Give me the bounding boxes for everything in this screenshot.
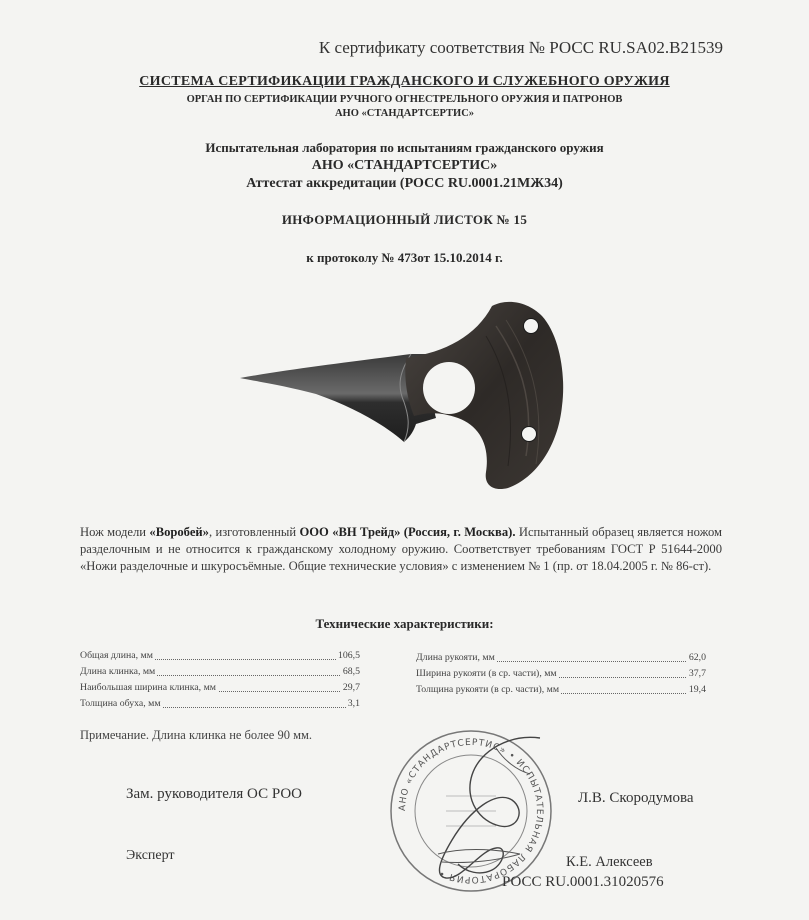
signatory-name-expert: К.Е. Алексеев: [566, 854, 653, 870]
spec-label: Длина клинка, мм: [80, 664, 157, 680]
signatory-name-deputy: Л.В. Скородумова: [578, 790, 694, 806]
note-text: Примечание. Длина клинка не более 90 мм.: [80, 728, 313, 742]
spec-value: 106,5: [336, 648, 360, 664]
spec-value: 29,7: [341, 680, 360, 696]
certification-system-title: СИСТЕМА СЕРТИФИКАЦИИ ГРАЖДАНСКОГО И СЛУЖЕБНОГО ОРУЖИЯ: [139, 74, 670, 89]
spec-row: [80, 696, 360, 712]
signatory-position-deputy: Зам. руководителя ОС РОО: [126, 786, 303, 802]
spec-value: 19,4: [687, 682, 706, 698]
laboratory-name: Испытательная лаборатория по испытаниям гражданского оружия: [205, 140, 604, 155]
certification-organ: ОРГАН ПО СЕРТИФИКАЦИИ РУЧНОГО ОГНЕСТРЕЛЬНОГО ОРУЖИЯ И ПАТРОНОВ: [186, 94, 623, 105]
spec-row: [416, 650, 706, 666]
specs-right-column: [416, 650, 706, 698]
expert-registration-number: РОСС RU.0001.31020576: [502, 874, 664, 890]
certificate-reference: К сертификату соответствия № РОСС RU.SA02.B21539: [318, 38, 723, 57]
spec-row: [80, 680, 360, 696]
spec-row: [80, 664, 360, 680]
spec-label: Длина рукояти, мм: [416, 650, 497, 666]
protocol-reference: к протоколу № 473от 15.10.2014 г.: [306, 250, 503, 265]
spec-row: [416, 666, 706, 682]
signatory-position-expert: Эксперт: [126, 848, 175, 863]
spec-row: [416, 682, 706, 698]
spec-row: [80, 648, 360, 664]
spec-value: 3,1: [346, 696, 360, 712]
organization-name: АНО «СТАНДАРТСЕРТИС»: [334, 108, 475, 119]
spec-value: 37,7: [687, 666, 706, 682]
handwritten-signature: [397, 730, 570, 890]
specs-left-column: [80, 648, 360, 712]
accreditation-certificate: Аттестат аккредитации (РОСС RU.0001.21МЖ34): [246, 176, 563, 191]
spec-value: 68,5: [341, 664, 360, 680]
specs-title: Технические характеристики:: [315, 616, 494, 631]
spec-label: Толщина обуха, мм: [80, 696, 163, 712]
spec-label: Ширина рукояти (в ср. части), мм: [416, 666, 559, 682]
spec-label: Общая длина, мм: [80, 648, 155, 664]
description-paragraph: Нож модели «Воробей», изготовленный ООО «ВН Трейд» (Россия, г. Москва). Испытанный образец является ножом разделочным и не относится к гражданскому холодному оружию. Соответствует требованиям ГОСТ Р 51644-2000 «Ножи разделочные и шкуросъёмные. Общие технические условия» с изменением № 1 (пр. от 18.04.2005 г. № 86-ст).: [80, 525, 722, 573]
spec-label: Наибольшая ширина клинка, мм: [80, 680, 218, 696]
laboratory-organization: АНО «СТАНДАРТСЕРТИС»: [311, 158, 498, 173]
svg-text:АНО «СТАНДАРТСЕРТИС» • ИСПЫТАТ: АНО «СТАНДАРТСЕРТИС» • ИСПЫТАТЕЛЬНАЯ ЛАБОРАТОРИЯ •: [397, 737, 545, 885]
knife-image: [236, 296, 576, 492]
spec-label: Толщина рукояти (в ср. части), мм: [416, 682, 561, 698]
info-sheet-title: ИНФОРМАЦИОННЫЙ ЛИСТОК № 15: [281, 212, 528, 227]
spec-value: 62,0: [687, 650, 706, 666]
